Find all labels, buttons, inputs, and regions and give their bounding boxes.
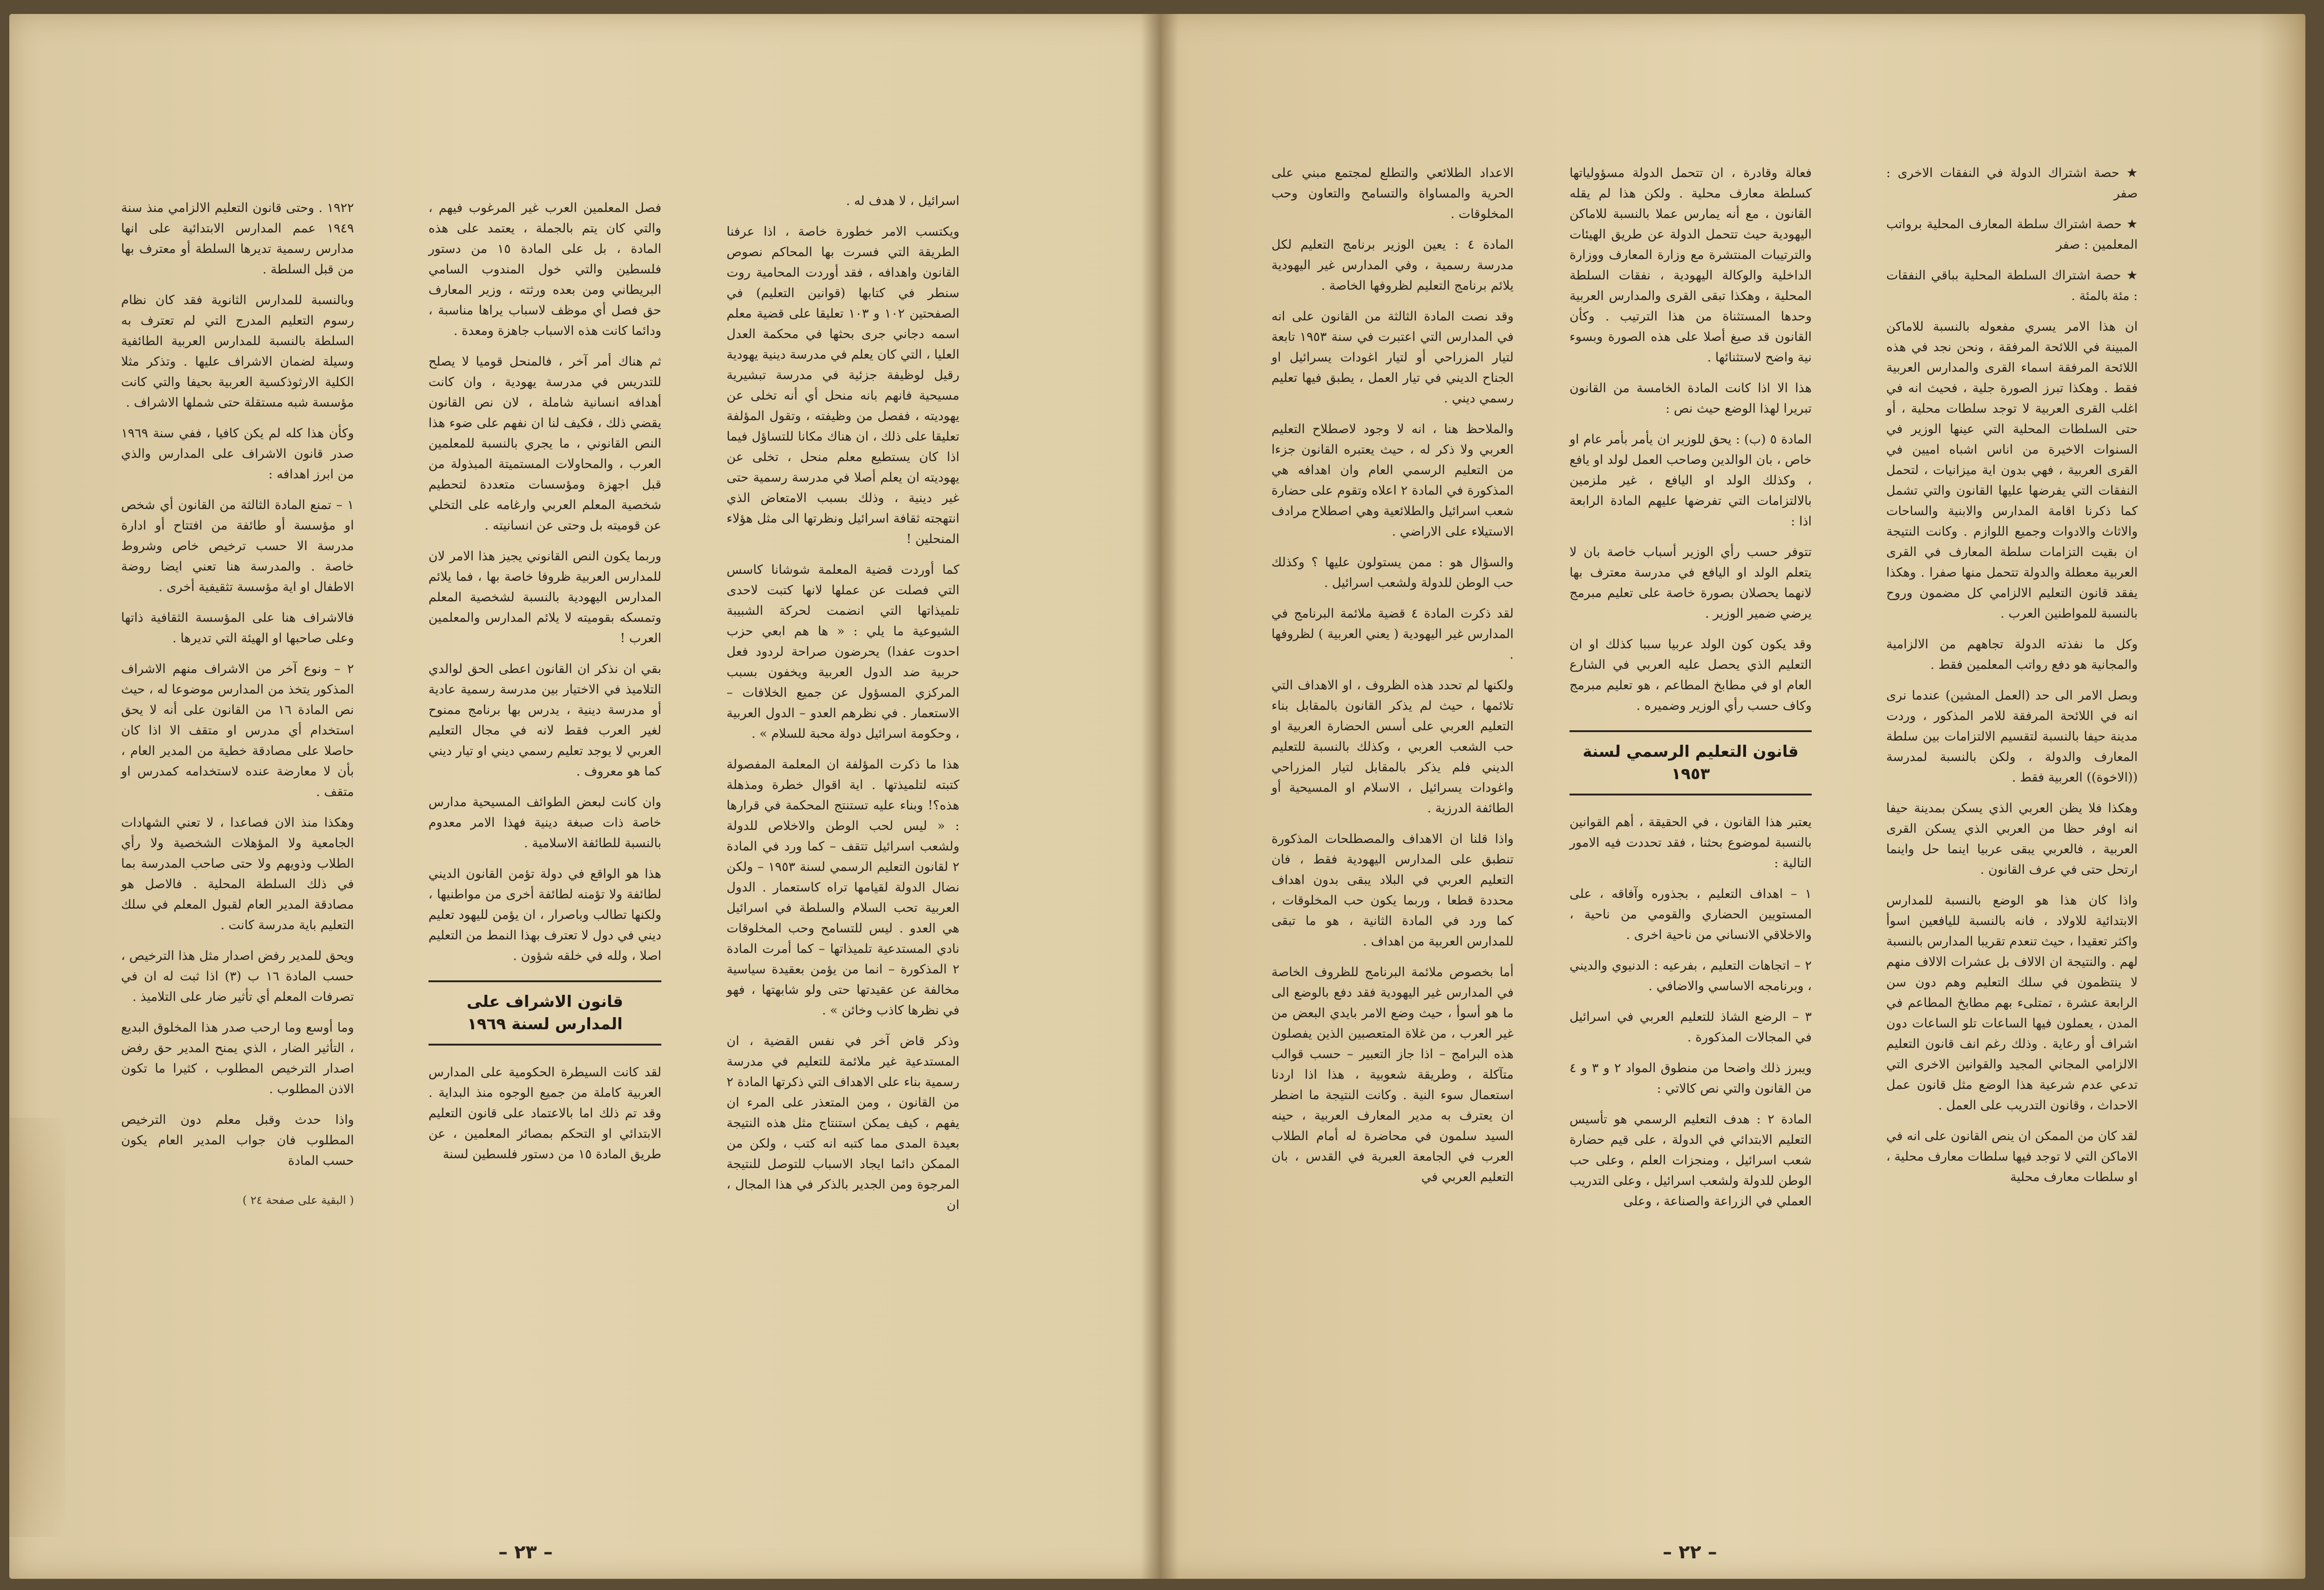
paragraph: وقد نصت المادة الثالثة من القانون على انه في المدارس التي اعتبرت في سنة ١٩٥٣ تابعة لتيار المزراحي أو لتيار اغودات يسرائيل او الجناح الديني في تيار العمل ، يطبق فيها تعليم رسمي ديني . — [1271, 309, 1514, 406]
paragraph: وكأن هذا كله لم يكن كافيا ، ففي سنة ١٩٦٩ صدر قانون الاشراف على المدارس والذي من ابرز اهدافه : — [121, 426, 354, 482]
section-heading: قانون التعليم الرسمي لسنة ١٩٥٣ — [1570, 730, 1812, 795]
paragraph: ويحق للمدير رفض اصدار مثل هذا الترخيص ، حسب المادة ١٦ ب (٣) اذا ثبت له ان في تصرفات المعلم أي تأثير ضار على التلاميذ . — [121, 949, 354, 1004]
paragraph: والملاحظ هنا ، انه لا وجود لاصطلاح التعليم العربي ولا ذكر له ، حيث يعتبره القانون جزءا من التعليم الرسمي العام وان اهدافه هي المذكورة في المادة ٢ اعلاه وتقوم على حضارة شعب اسرائيل والطلائعية وهي اصطلاح مرادف الاستيلاء على الاراضي . — [1271, 422, 1514, 539]
left-page-column-2 — [428, 198, 661, 1175]
paragraph: المادة ٤ : يعين الوزير برنامج التعليم لكل مدرسة رسمية ، وفي المدارس غير اليهودية يلائم برنامج التعليم لظروفها الخاصة . — [1271, 238, 1514, 293]
page-number: – ٢٣ – — [498, 1542, 553, 1563]
book-gutter — [1141, 14, 1178, 1579]
right-page — [1160, 14, 2305, 1579]
paragraph: تتوفر حسب رأي الوزير أسباب خاصة بان لا يتعلم الولد او اليافع في مدرسة معترف بها لانهما يحصلان بصورة خاصة على تعليم مبرمج يرضي ضمير الوزير . — [1570, 545, 1812, 621]
paragraph: وما أوسع وما ارحب صدر هذا المخلوق البديع ، التأثير الضار ، الذي يمنح المدير حق رفض اصدار الترخيص المطلوب ، كثيرا ما تكون الاذن المطلوب . — [121, 1020, 354, 1096]
paragraph: وبصل الامر الى حد (العمل المشين) عندما نرى انه في اللائحة المرفقة للامر المذكور ، وردت مدينة حيفا بالنسبة لتقسيم الالتزامات بين سلطة المعارف والدولة ، ولكن بالنسبة لمدرسة ((الاخوة)) العربية فقط . — [1886, 688, 2138, 785]
paragraph: ★ حصة اشتراك الدولة في النفقات الاخرى : صفر — [1886, 166, 2138, 201]
paragraph: ان هذا الامر يسري مفعوله بالنسبة للاماكن المبينة في اللائحة المرفقة ، ونحن نجد في هذه اللائحة المرفقة اسماء القرى والمدارس العربية فقط . وهكذا تبرز الصورة جلية ، فحيث انه في اغلب القرى العربية لا توجد سلطات محلية ، أو حتى السلطات المحلية التي عينها الوزير في السنوات الاخيرة من اناس اشباه اميين في القرى العربية ، فهي بدون اية ميزانيات ، لتحمل النفقات التي يفرضها عليها القانون والتي تشمل كما ذكرنا اقامة المدارس والابنية والساحات والاثاث والادوات وجميع اللوازم . وكانت النتيجة ان بقيت التزامات سلطة المعارف في القرى العربية معطلة والدولة تتحمل منها صفرا . وهكذا يفقد قانون التعليم الالزامي كل مضمون وروح بالنسبة للمواطنين العرب . — [1886, 319, 2138, 621]
paragraph: لقد كانت السيطرة الحكومية على المدارس العربية كاملة من جميع الوجوه منذ البداية . وقد تم ذلك اما بالاعتماد على قانون التعليم الابتدائي او التحكم بمصائر المعلمين ، عن طريق المادة ١٥ من دستور فلسطين لسنة — [428, 1065, 661, 1162]
paragraph: فصل المعلمين العرب غير المرغوب فيهم ، والتي كان يتم بالجملة ، يعتمد على هذه المادة ، بل على المادة ١٥ من دستور فلسطين والتي خول المندوب السامي البريطاني ومن بعده ورثته ، وزير المعارف حق فصل أي موظف لاسباب يراها مناسبة ، ودائما كانت هذه الاسباب جاهزة ومعدة . — [428, 201, 661, 338]
paragraph: ٣ – الرضع الشاذ للتعليم العربي في اسرائيل في المجالات المذكورة . — [1570, 1010, 1812, 1045]
paragraph: ★ حصة اشتراك السلطة المحلية بباقي النفقات : مئة بالمئة . — [1886, 268, 2138, 303]
paragraph: واذا حدث وقبل معلم دون الترخيص المطلوب فان جواب المدير العام يكون حسب المادة — [121, 1113, 354, 1168]
paragraph: والسؤال هو : ممن يستولون عليها ؟ وكذلك حب الوطن للدولة ولشعب اسرائيل . — [1271, 555, 1514, 590]
paper-edge-shading — [2259, 14, 2305, 1579]
paragraph: هذا هو الواقع في دولة تؤمن القانون الديني لطائفة ولا تؤمنه لطائفة أخرى من مواطنيها ، ولكنها تطالب وباصرار ، ان يؤمن لليهود تعليم ديني في دول لا تعترف بهذا النمط من التعليم اصلا ، ولله في خلقه شؤون . — [428, 867, 661, 963]
paragraph: كما أوردت قضية المعلمة شوشانا كاسس التي فصلت عن عملها لانها كتبت لاحدى تلميذاتها التي انضمت لحركة الشبيبة الشيوعية ما يلي : « ها هم ابعي حزب احدوت عفدا) يحرضون صراحة لردود فعل حربية ضد الدول العربية ويخفون بسبب المركزي المسؤول عن جميع الخلافات – الاستعمار . في نظرهم العدو – الدول العربية ، وحكومة اسرائيل دولة محبة للسلام » . — [727, 563, 959, 741]
paragraph: يعتبر هذا القانون ، في الحقيقة ، أهم القوانين بالنسبة لموضوع بحثنا ، فقد تحددت فيه الامور التالية : — [1570, 815, 1812, 870]
paragraph: وكل ما نفذته الدولة تجاههم من الالزامية والمجانية هو دفع رواتب المعلمين فقط . — [1886, 637, 2138, 672]
left-page — [9, 14, 1160, 1579]
right-page-column-3 — [1886, 163, 2138, 1198]
paragraph: فالاشراف هنا على المؤسسة الثقافية ذاتها وعلى صاحبها او الهيئة التي تديرها . — [121, 611, 354, 646]
paragraph: فعالة وقادرة ، ان تتحمل الدولة مسؤولياتها كسلطة معارف محلية . ولكن هذا لم يقله القانون ، مع أنه يمارس عملا بالنسبة للاماكن اليهودية حيث تتحمل الدولة عن طريق الهيئات والترتيبات المنتشرة مع وزارة المعارف ووزارة الداخلية والوكالة اليهودية ، نفقات السلطة المحلية ، وهكذا تبقى القرى والمدارس العربية وحدها المستثناة من هذا الترتيب . وكأن القانون قد صيغ أصلا على هذه الصورة وبسوء نية واضح لاستثنائها . — [1570, 166, 1812, 365]
paragraph: وربما يكون النص القانوني يجيز هذا الامر لان للمدارس العربية ظروفا خاصة بها ، فما يلائم المدارس اليهودية بالنسبة لشخصية المعلم وتمسكه بقوميته لا يلائم المدارس والمعلمين العرب ! — [428, 549, 661, 646]
paragraph: المادة ٥ (ب) : يحق للوزير ان يأمر بأمر عام او خاص ، بان الوالدين وصاحب العمل لولد او يافع ، وكذلك الولد او اليافع ، غير ملزمين بالالتزامات التي تفرضها عليهم المادة الرابعة اذا : — [1570, 432, 1812, 529]
paragraph: واذا قلنا ان الاهداف والمصطلحات المذكورة تنطبق على المدارس اليهودية فقط ، فان التعليم العربي في البلاد يبقى بدون اهداف محددة قطعا ، وربما يكون حب المخلوقات ، كما ورد في المادة الثانية ، هو ما تبقى للمدارس العربية من اهداف . — [1271, 832, 1514, 949]
paragraph: وان كانت لبعض الطوائف المسيحية مدارس خاصة ذات صبغة دينية فهذا الامر معدوم بالنسبة للطائفة الاسلامية . — [428, 795, 661, 850]
paragraph: لقد ذكرت المادة ٤ قضية ملائمة البرنامج في المدارس غير اليهودية ( يعني العربية ) لظروفها . — [1271, 606, 1514, 662]
paragraph: ٢ – ونوع آخر من الاشراف منهم الاشراف المذكور يتخذ من المدارس موضوعا له ، حيث نص المادة ١٦ من القانون على أنه لا يحق استخدام أي مدرس او متقف الا اذا كان حاصلا على مصادقة خطية من المدير العام ، بأن لا معارضة عنده لاستخدامه كمدرس او متقف . — [121, 662, 354, 799]
paragraph: وقد يكون كون الولد عربيا سببا كذلك او ان التعليم الذي يحصل عليه العربي في الشارع العام او في مطابخ المطاعم ، هو تعليم مبرمج وكاف حسب رأي الوزير وضميره . — [1570, 637, 1812, 713]
paragraph: هذا ما ذكرت المؤلفة ان المعلمة المفصولة كتبته لتلميذتها . اية اقوال خطرة ومذهلة هذه؟! وبناء عليه تستنتج المحكمة في قرارها : « ليس لحب الوطن والاخلاص للدولة ولشعب اسرائيل تتقف – كما ورد في المادة ٢ لقانون التعليم الرسمي لسنة ١٩٥٣ – ولكن نضال الدولة لقيامها تراه كاستعمار . الدول العربية تحب السلام والسلطة في اسرائيل هي العدو . ليس للتسامح وحب المخلوقات نادي المستدعية تلميذاتها – كما أمرت المادة ٢ المذكورة – انما من يؤمن بعقيدة سياسية مخالفة عن عقيدتها حتى ولو شابهتها ، فهو في نظرها كاذب وخائن » . — [727, 757, 959, 1018]
continuation-note: ( البقية على صفحة ٢٤ ) — [242, 1194, 354, 1207]
paragraph: المادة ٢ : هدف التعليم الرسمي هو تأسيس التعليم الابتدائي في الدولة ، على قيم حضارة شعب اسرائيل ، ومنجزات العلم ، وعلى حب الوطن للدولة ولشعب اسرائيل ، وعلى التدريب العملي في الزراعة والصناعة ، وعلى — [1570, 1112, 1812, 1209]
paper-stain — [9, 1118, 65, 1537]
paragraph: ★ حصة اشتراك سلطة المعارف المحلية برواتب المعلمين : صفر — [1886, 217, 2138, 252]
left-page-column-3 — [727, 191, 959, 1226]
paragraph: ١ – تمنع المادة الثالثة من القانون أي شخص او مؤسسة أو طائفة من افتتاح أو ادارة مدرسة الا حسب ترخيص خاص وشروط خاصة . والمدرسة هنا تعني ايضا روضة الاطفال او اية مؤسسة تثقيفية أخرى . — [121, 498, 354, 594]
paragraph: بقي ان نذكر ان القانون اعطى الحق لوالدي التلاميذ في الاختيار بين مدرسة رسمية عادية أو مدرسة دينية ، يدرس بها برنامج ممنوح لغير العرب فقط لانه في مجال التعليم العربي لا يوجد تعليم رسمي ديني او تيار ديني كما هو معروف . — [428, 662, 661, 779]
right-page-column-1 — [1271, 163, 1514, 1198]
page-number: – ٢٢ – — [1663, 1542, 1717, 1563]
right-page-column-2 — [1570, 163, 1812, 1222]
paragraph: وذكر قاض آخر في نفس القضية ، ان المستدعية غير ملائمة للتعليم في مدرسة رسمية بناء على الاهداف التي ذكرتها المادة ٢ من القانون ، ومن المتعذر على المرء ان يفهم ، كيف يمكن استنتاج مثل هذه النتيجة بعيدة المدى مما كتبه انه كتب ، ولكن من الممكن دائما ايجاد الاسباب للتوصل للنتيجة المرجوة ومن الجدير بالذكر في هذا المجال ، ان — [727, 1034, 959, 1212]
paragraph: ثم هناك أمر آخر ، فالمنحل قوميا لا يصلح للتدريس في مدرسة يهودية ، وان كانت أهدافه انسانية شاملة ، لان نص القانون يقضي ذلك ، فكيف لنا ان نفهم على ضوء هذا النص القانوني ، ما يجري بالنسبة للمعلمين العرب ، والمحاولات المستميتة المبذولة من قبل اجهزة ومؤسسات متعددة لتحطيم شخصية المعلم العربي وارغامه على التخلي عن قوميته بل وحتى عن انسانيته . — [428, 354, 661, 533]
paragraph: الاعداد الطلائعي والتطلع لمجتمع مبني على الحرية والمساواة والتسامح والتعاون وحب المخلوقات . — [1271, 166, 1514, 221]
paragraph: لقد كان من الممكن ان ينص القانون على انه في الاماكن التي لا توجد فيها سلطات معارف محلية ، او سلطات معارف محلية — [1886, 1129, 2138, 1184]
paragraph: اسرائيل ، لا هدف له . — [846, 194, 959, 208]
left-page-column-1 — [121, 198, 354, 1210]
paragraph: وهكذا فلا يظن العربي الذي يسكن بمدينة حيفا انه اوفر حظا من العربي الذي يسكن القرى العربية ، فالعربي يبقى عربيا اينما حل واينما ارتحل حتى في عرف القانون . — [1886, 801, 2138, 877]
paragraph: ١٩٢٢ . وحتى قانون التعليم الالزامي منذ سنة ١٩٤٩ عمم المدارس الابتدائية على انها مدارس رسمية تديرها السلطة أو معترف بها من قبل السلطة . — [121, 201, 354, 277]
paragraph: وبالنسبة للمدارس الثانوية فقد كان نظام رسوم التعليم المدرج التي لم تعترف به السلطة بالنسبة للمدارس العربية الطائفية وسيلة لضمان الاشراف عليها . وتذكر مثلا الكلية الارثوذكسية العربية بحيفا والتي كانت مؤسسة شبه مستقلة حتى شملها الاشراف . — [121, 293, 354, 410]
paragraph: ويكتسب الامر خطورة خاصة ، اذا عرفنا الطريقة التي فسرت بها المحاكم نصوص القانون واهدافه ، فقد أوردت المحامية روت سنطر في كتابها (قوانين التعليم) في الصفحتين ١٠٢ و ١٠٣ تعليقا على قضية معلم اسمه دجاني جرى بحثها في محكمة العدل العليا ، التي كان يعلم في مدرسة دينية يهودية رقيل لوظيفة جزئية في مدرسة تبشيرية مسيحية فانهم بانه منحل أي أنه تخلى عن يهوديته ، ففصل من وظيفته ، وتقول المؤلفة تعليقا على ذلك ، ان هناك مكانا للتساؤل فيما اذا كان يستطيع معلم منحل ، تخلى عن يهوديته ان يعلم أصلا في مدرسة رسمية حتى غير دينية ، وذلك بسبب الامتعاض الذي انتهجته ثقافة اسرائيل ونظرتها الى مثل هؤلاء المنحلين ! — [727, 224, 959, 546]
paragraph: واذا كان هذا هو الوضع بالنسبة للمدارس الابتدائية للاولاد ، فانه بالنسبة لليافعين اسوأ واكثر تعقيدا ، حيث تنعدم تقريبا المدارس بالنسبة لهم . والنتيجة ان الالاف بل عشرات الالاف منهم لا ينتظمون في سلك التعليم وهم دون سن الرابعة عشرة ، تمتلىء بهم مطابخ المطاعم في المدن ، يعملون فيها الساعات تلو الساعات دون اشراف أو رعاية . وذلك رغم انف قانون التعليم الالزامي المجاني المجيد والقوانين الاخرى التي تدعي عدم شرعية هذا الوضع مثل قانون عمل الاحداث ، وقانون التدريب على العمل . — [1886, 893, 2138, 1113]
paragraph: ١ – اهداف التعليم ، بجذوره وآفاقه ، على المستويين الحضاري والقومي من ناحية ، والاخلاقي الانساني من ناحية اخرى . — [1570, 887, 1812, 942]
section-heading: قانون الاشراف على المدارس لسنة ١٩٦٩ — [428, 980, 661, 1046]
paragraph: ولكنها لم تحدد هذه الظروف ، او الاهداف التي تلائمها ، حيث لم يذكر القانون بالمقابل بناء التعليم العربي على أسس الحضارة العربية او حب الشعب العربي ، وكذلك بالنسبة للتعليم الديني فلم يذكر بالمقابل لتيار المزراحي واغودات يسرائيل ، الاسلام او المسيحية أو الطائفة الدرزية . — [1271, 678, 1514, 815]
paragraph: ويبرز ذلك واضحا من منطوق المواد ٢ و ٣ و ٤ من القانون والتي نص كالاتي : — [1570, 1061, 1812, 1096]
paragraph: هذا الا اذا كانت المادة الخامسة من القانون تبريرا لهذا الوضع حيث نص : — [1570, 381, 1812, 416]
paragraph: ٢ – اتجاهات التعليم ، بفرعيه : الدنيوي والديني ، وبرنامجه الاساسي والاضافي . — [1570, 958, 1812, 993]
paragraph: وهكذا منذ الان فصاعدا ، لا تعني الشهادات الجامعية ولا المؤهلات الشخصية ولا رأي الطلاب وذويهم ولا حتى صاحب المدرسة بما في ذلك السلطة المحلية . فالاصل هو مصادقة المدير العام لقبول المعلم في سلك التعليم باية مدرسة كانت . — [121, 815, 354, 932]
paragraph: أما بخصوص ملائمة البرنامج للظروف الخاصة في المدارس غير اليهودية فقد دفع بالوضع الى ما هو أسوأ ، حيث وضع الامر بايدي البعض من غير العرب ، من غلاة المتعصبين الذين يفصلون هذه البرامج – اذا جاز التعبير – حسب قوالب متآكلة ، وطريقة شعوبية ، هذا اذا اردنا استعمال سوء النية . وكانت النتيجة ما اضطر ان يعترف به مدير المعارف العربية ، حينه السيد سلمون في محاضرة له أمام الطلاب العرب في الجامعة العبرية في القدس ، بان التعليم العربي في — [1271, 965, 1514, 1184]
